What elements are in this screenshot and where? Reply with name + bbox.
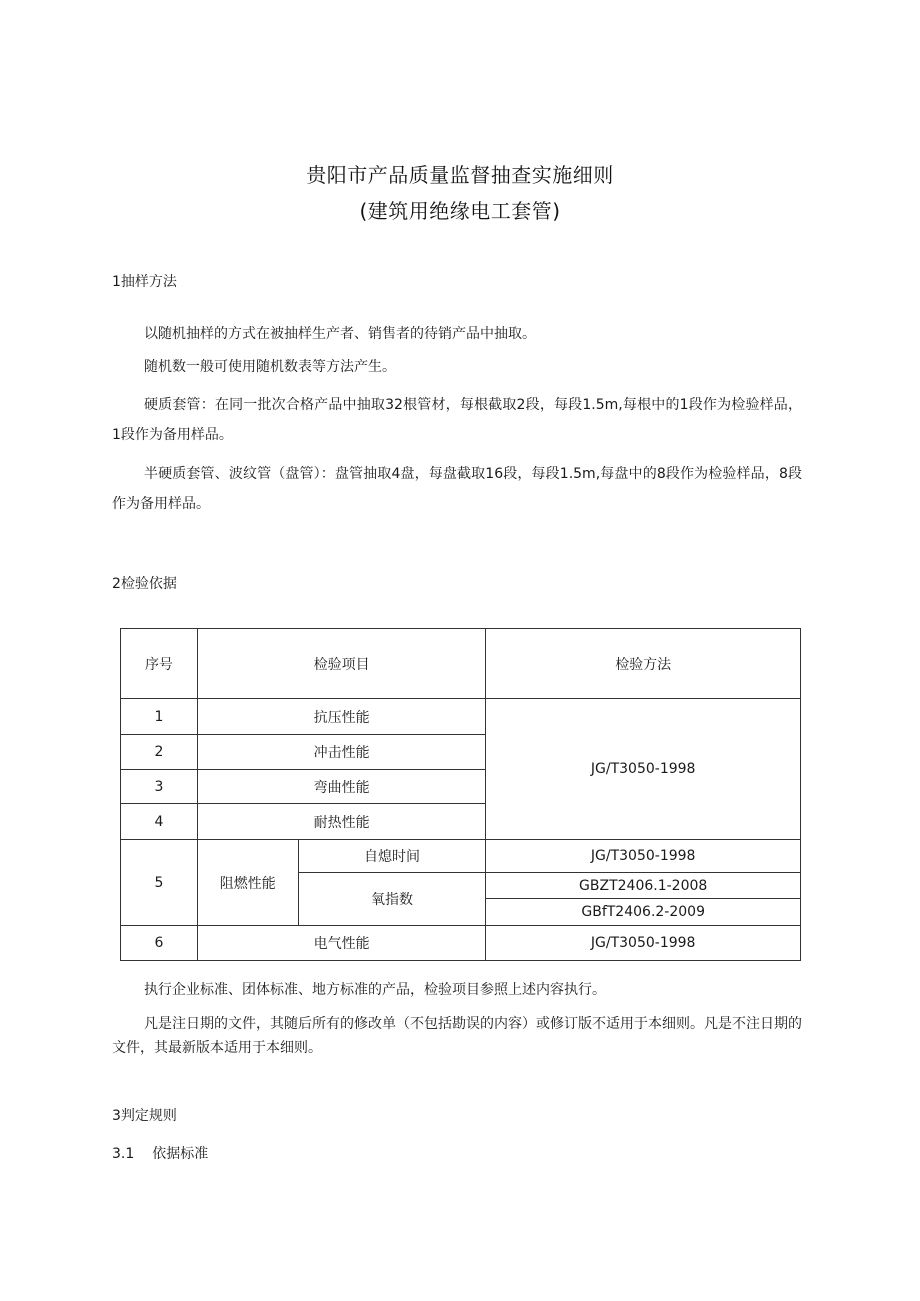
sampling-paragraph-semi-hard-tube: 半硬质套管、波纹管（盘管）：盘管抽取4盘，每盘截取16段，每段1.5m,每盘中的8段作为检验样品，8段作为备用样品。 <box>112 466 802 512</box>
row-item: 电气性能 <box>197 926 486 961</box>
method-rows-1-4: JG/T3050-1998 <box>486 699 801 840</box>
subsection-number: 3.1 <box>112 1146 135 1162</box>
row-number: 6 <box>121 926 198 961</box>
table-row <box>121 926 801 961</box>
row-item: 耐热性能 <box>197 804 486 840</box>
section-1-heading: 1抽样方法 <box>112 274 177 290</box>
note-paragraph-1: 执行企业标准、团体标准、地方标准的产品，检验项目参照上述内容执行。 <box>144 982 606 998</box>
table-row <box>121 699 801 735</box>
table-header-row <box>121 629 801 699</box>
row-number: 5 <box>121 840 198 926</box>
row-item: 冲击性能 <box>197 735 486 770</box>
header-method: 检验方法 <box>486 629 801 699</box>
sub-item-method: GBfT2406.2-2009 <box>486 899 801 926</box>
row-number: 3 <box>121 770 198 804</box>
sampling-paragraph-1: 以随机抽样的方式在被抽样生产者、销售者的待销产品中抽取。 <box>144 326 536 342</box>
document-title: 贵阳市产品质量监督抽查实施细则 <box>306 163 614 187</box>
row-item: 弯曲性能 <box>197 770 486 804</box>
inspection-basis-table <box>120 628 801 961</box>
subsection-3-1 <box>112 1143 208 1163</box>
sub-item-self-extinguishing: 自熄时间 <box>298 840 486 873</box>
row-number: 2 <box>121 735 198 770</box>
row-item: 阻燃性能 <box>197 840 298 926</box>
row-item: 抗压性能 <box>197 699 486 735</box>
section-3-heading: 3判定规则 <box>112 1108 177 1124</box>
table-row <box>121 840 801 873</box>
header-item: 检验项目 <box>197 629 486 699</box>
sub-item-oxygen-index: 氧指数 <box>298 873 486 926</box>
subsection-label: 依据标准 <box>152 1146 209 1162</box>
document-subtitle: (建筑用绝缘电工套管) <box>359 199 561 223</box>
sampling-paragraph-2: 随机数一般可使用随机数表等方法产生。 <box>144 359 396 375</box>
sub-item-method: GBZT2406.1-2008 <box>486 873 801 899</box>
row-method: JG/T3050-1998 <box>486 926 801 961</box>
row-number: 1 <box>121 699 198 735</box>
section-2-heading: 2检验依据 <box>112 576 177 592</box>
sub-item-method: JG/T3050-1998 <box>486 840 801 873</box>
header-number: 序号 <box>121 629 198 699</box>
row-number: 4 <box>121 804 198 840</box>
note-paragraph-2: 凡是注日期的文件，其随后所有的修改单（不包括勘误的内容）或修订版不适用于本细则。凡是不注日期的文件，其最新版本适用于本细则。 <box>112 1016 802 1056</box>
sampling-paragraph-hard-tube: 硬质套管：在同一批次合格产品中抽取32根管材，每根截取2段，每段1.5m,每根中的1段作为检验样品，1段作为备用样品。 <box>112 397 802 443</box>
